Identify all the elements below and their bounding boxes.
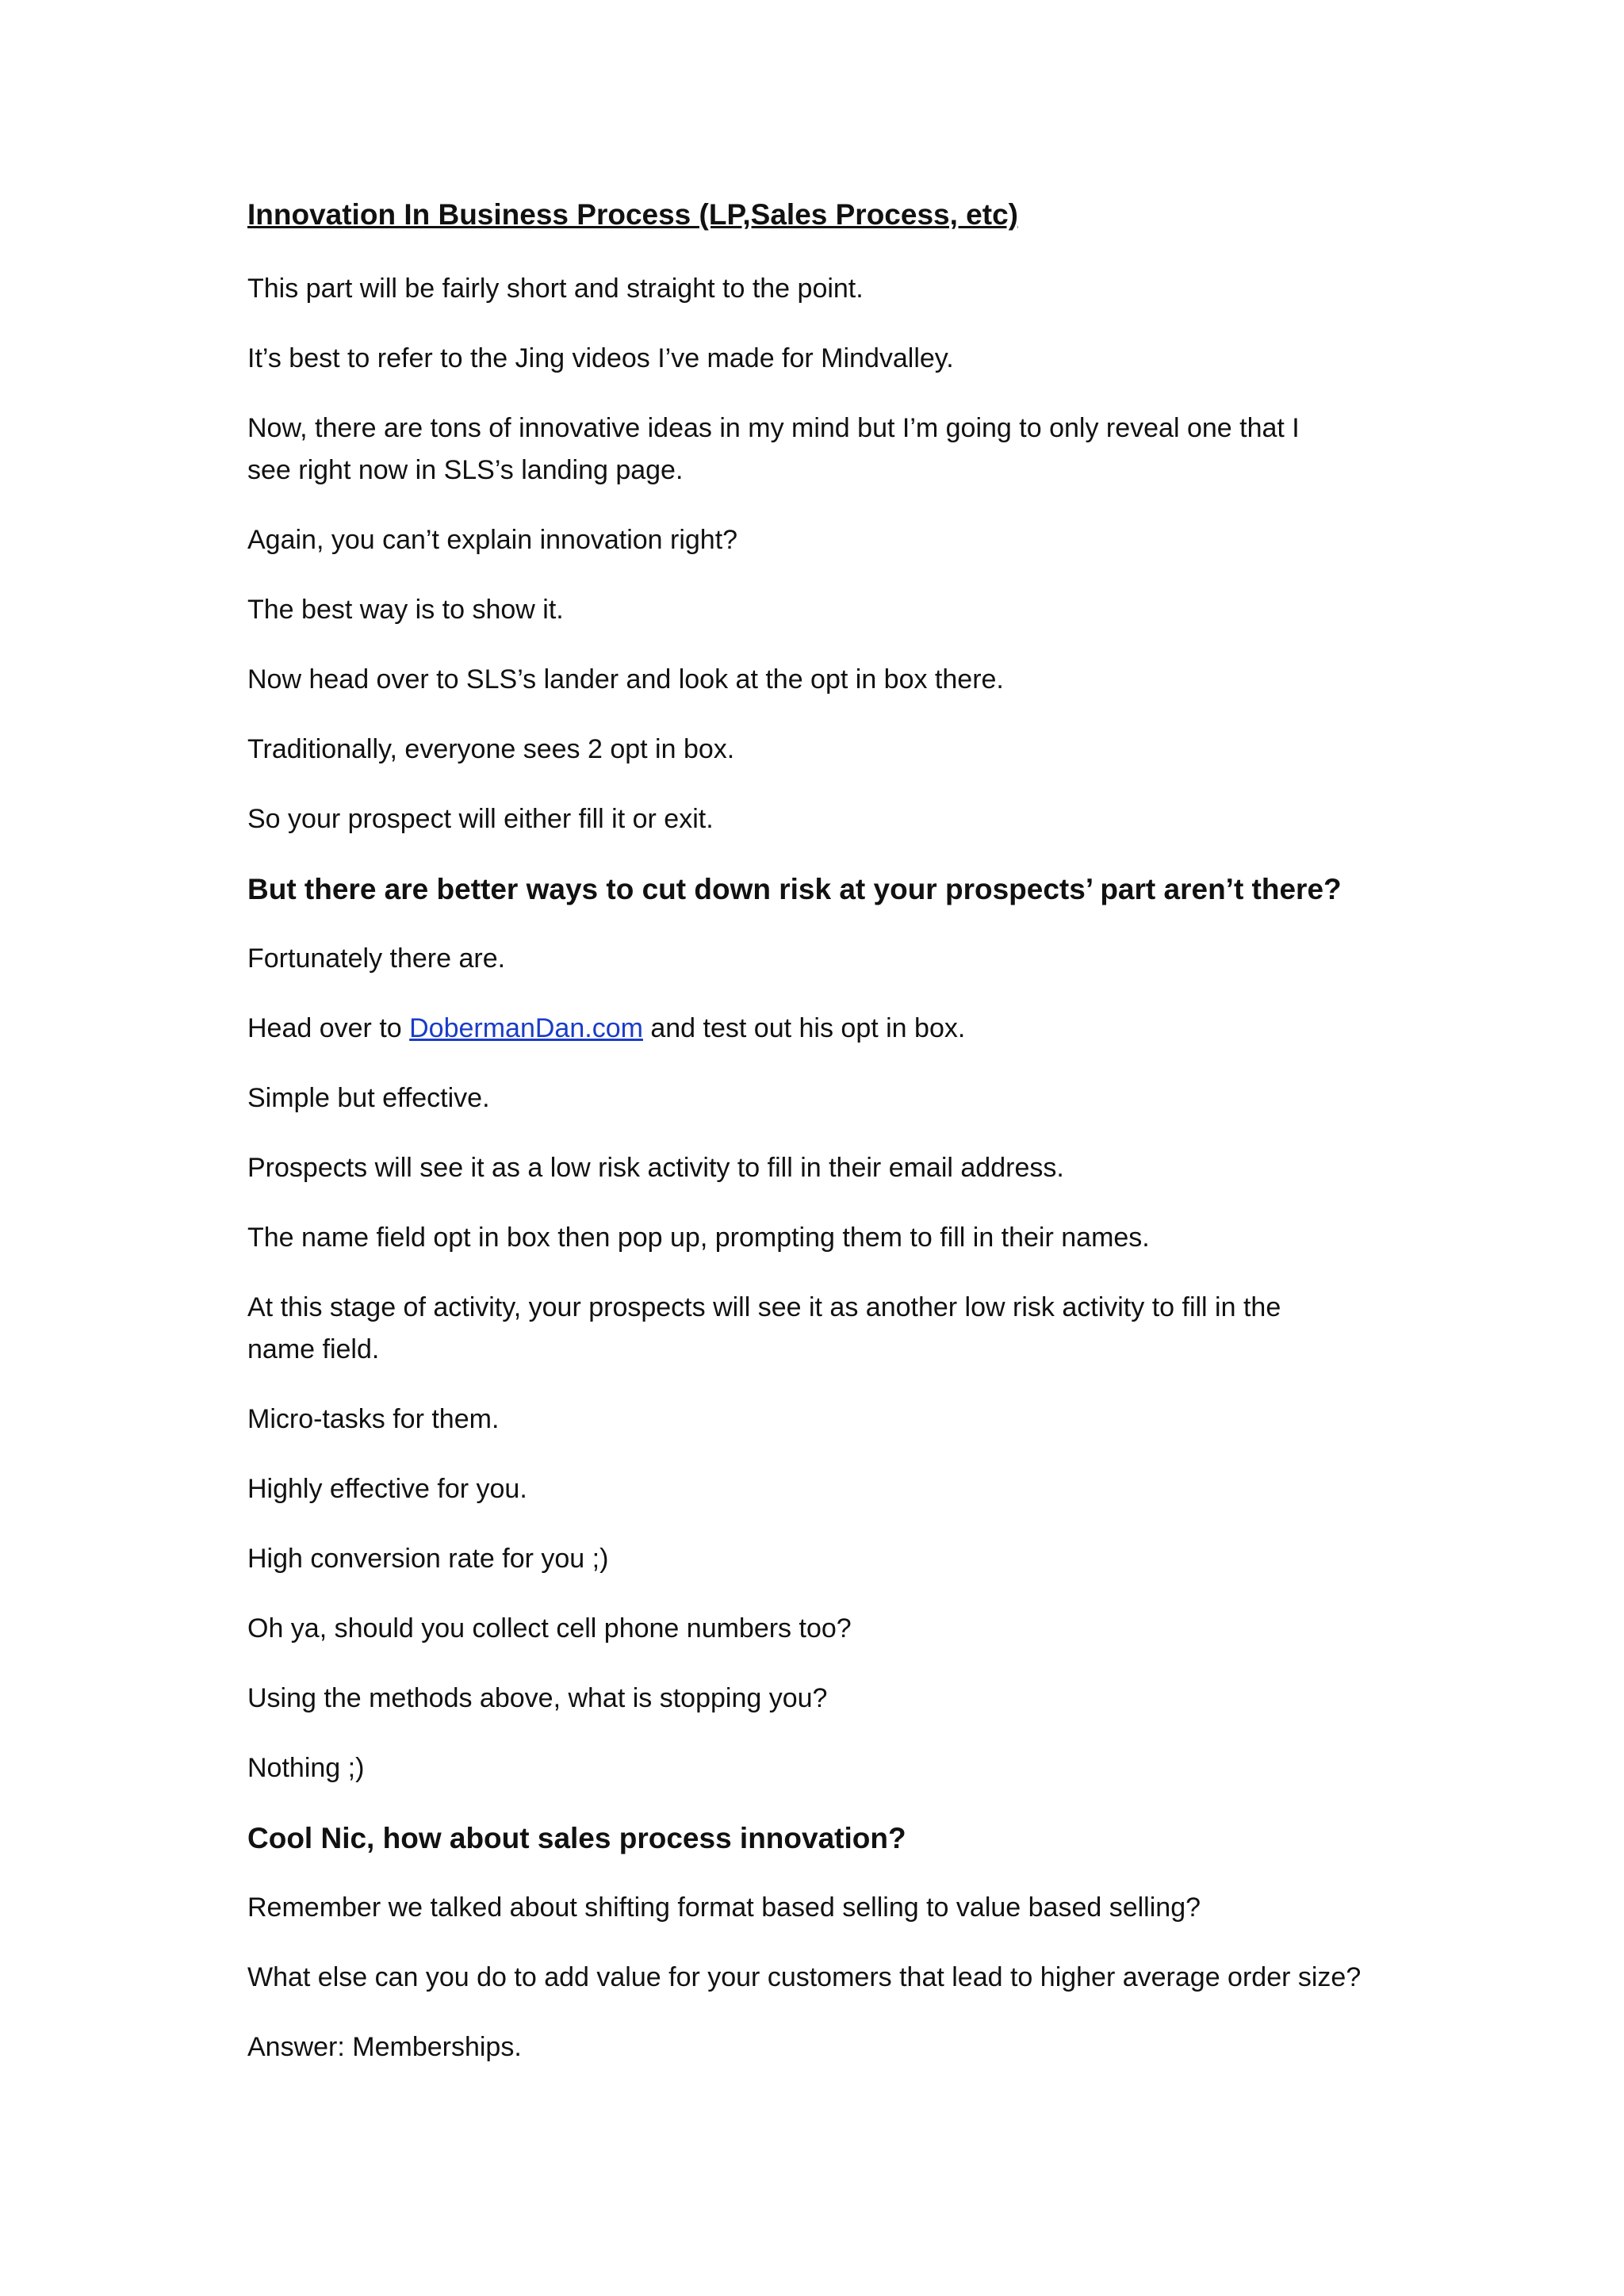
paragraph-line: At this stage of activity, your prospects will see it as another low risk activity to fill in the: [247, 1292, 1281, 1322]
paragraph: High conversion rate for you ;): [247, 1544, 609, 1574]
paragraph-text: and test out his opt in box.: [642, 1013, 966, 1043]
paragraph: Remember we talked about shifting format based selling to value based selling?: [247, 1892, 1201, 1923]
document-title: Innovation In Business Process (LP,Sales Process, etc): [247, 198, 1018, 231]
section-heading: Cool Nic, how about sales process innovation?: [247, 1822, 906, 1854]
paragraph: Nothing ;): [247, 1753, 365, 1783]
paragraph: Again, you can’t explain innovation right?: [247, 525, 738, 555]
paragraph: Simple but effective.: [247, 1083, 490, 1113]
document-body: [247, 197, 1421, 2096]
paragraph: Highly effective for you.: [247, 1474, 527, 1504]
paragraph: Prospects will see it as a low risk activity to fill in their email address.: [247, 1153, 1064, 1183]
paragraph: What else can you do to add value for your customers that lead to higher average order size?: [247, 1962, 1362, 1992]
paragraph: [247, 408, 1421, 492]
paragraph: Using the methods above, what is stopping you?: [247, 1683, 828, 1713]
paragraph: Traditionally, everyone sees 2 opt in box.: [247, 734, 735, 764]
section-heading: But there are better ways to cut down risk at your prospects’ part aren’t there?: [247, 873, 1342, 905]
paragraph: Oh ya, should you collect cell phone numbers too?: [247, 1613, 852, 1644]
paragraph: Now head over to SLS’s lander and look at the opt in box there.: [247, 664, 1004, 695]
paragraph-line: Now, there are tons of innovative ideas in my mind but I’m going to only reveal one that I: [247, 413, 1300, 443]
paragraph: The best way is to show it.: [247, 595, 564, 625]
dobermandan-link[interactable]: DobermanDan.com: [409, 1013, 643, 1043]
paragraph: [247, 1008, 1421, 1050]
paragraph: Fortunately there are.: [247, 943, 506, 974]
paragraph: Micro-tasks for them.: [247, 1404, 500, 1434]
paragraph: [247, 1287, 1421, 1371]
paragraph: The name field opt in box then pop up, prompting them to fill in their names.: [247, 1223, 1150, 1253]
paragraph: Answer: Memberships.: [247, 2032, 522, 2062]
paragraph-line: name field.: [247, 1334, 380, 1364]
paragraph: This part will be fairly short and straight to the point.: [247, 274, 864, 304]
paragraph-text: Head over to: [247, 1013, 410, 1043]
paragraph-line: see right now in SLS’s landing page.: [247, 455, 684, 485]
paragraph: So your prospect will either fill it or exit.: [247, 804, 714, 834]
paragraph: It’s best to refer to the Jing videos I’ve made for Mindvalley.: [247, 343, 954, 373]
